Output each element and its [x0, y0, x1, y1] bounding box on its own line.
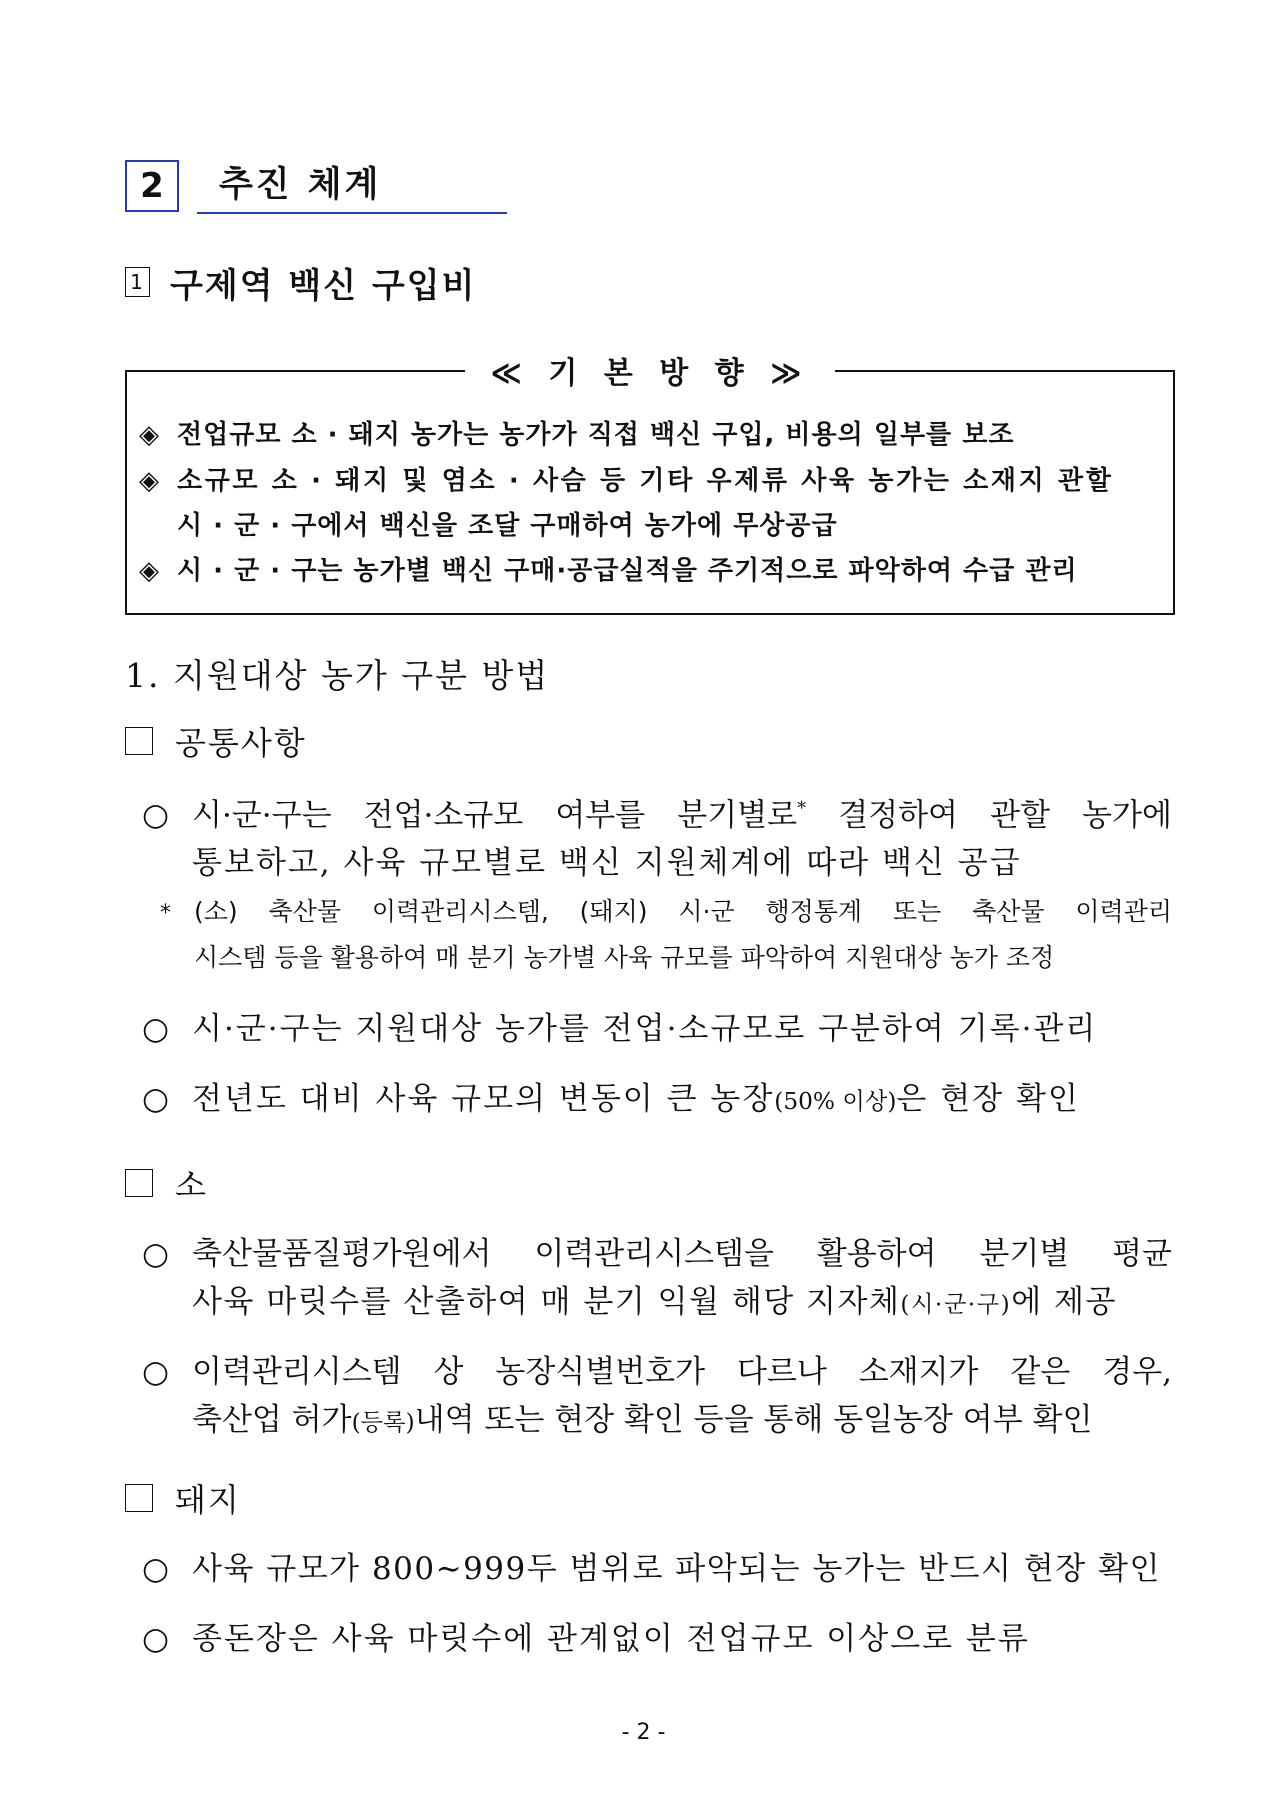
page-number: - 2 - — [621, 1720, 666, 1745]
common-heading — [125, 718, 307, 764]
section-number: 2 — [125, 160, 179, 212]
item-text: 사육 규모가 800∼999두 범위로 파악되는 농가는 반드시 현장 확인 — [192, 1551, 1161, 1587]
direction-item — [139, 550, 1149, 587]
checkbox-square-icon — [125, 1484, 153, 1512]
item-text: 시·군·구는 전업·소규모 여부를 분기별로 — [192, 797, 798, 834]
circle-bullet-icon: ○ — [142, 1354, 170, 1390]
item-text: 시·군·구는 지원대상 농가를 전업·소규모로 구분하여 기록·관리 — [192, 1011, 1098, 1047]
pig-item-2 — [142, 1615, 1172, 1663]
item-text: 결정하여 관할 농가에 — [806, 797, 1172, 834]
common-note — [160, 890, 1172, 980]
item-text: 은 현장 확인 — [896, 1081, 1080, 1117]
subsection-heading — [125, 262, 477, 306]
direction-item-text: 전업규모 소 · 돼지 농가는 농가가 직접 백신 구입, 비용의 일부를 보조 — [177, 420, 1015, 450]
item-text: 축산물품질평가원에서 이력관리시스템을 활용하여 분기별 평균 — [192, 1236, 1172, 1272]
direction-item-text: 소규모 소 · 돼지 및 염소 · 사슴 등 기타 우제류 사육 농가는 소재지 관할 — [177, 466, 1114, 496]
item-text: 이력관리시스템 상 농장식별번호가 다르나 소재지가 같은 경우, — [192, 1354, 1172, 1390]
section-title: 추진 체계 — [197, 160, 507, 214]
direction-item-text: 시 · 군 · 구에서 백신을 조달 구매하여 농가에 무상공급 — [177, 511, 838, 541]
item-text-small: (50% 이상) — [774, 1088, 897, 1115]
note-text: (소) 축산물 이력관리시스템, (돼지) 시·군 행정통계 또는 축산물 이력관리 — [194, 897, 1172, 926]
note-text: 시스템 등을 활용하여 매 분기 농가별 사육 규모를 파악하여 지원대상 농가 조정 — [194, 943, 1055, 972]
cattle-item-1 — [142, 1230, 1172, 1329]
checkbox-square-icon — [125, 1169, 153, 1197]
item-text-small: (등록) — [351, 1409, 415, 1436]
circle-bullet-icon: ○ — [142, 1081, 170, 1117]
diamond-bullet-icon: ◈ — [139, 420, 160, 450]
circle-bullet-icon: ○ — [142, 1621, 170, 1657]
pig-heading — [125, 1475, 241, 1521]
direction-item-text: 시 · 군 · 구는 농가별 백신 구매·공급실적을 주기적으로 파악하여 수급 관리 — [177, 556, 1078, 586]
pig-title: 돼지 — [175, 1481, 241, 1519]
footnote-marker: * — [797, 798, 807, 819]
direction-item — [139, 460, 1154, 497]
item-text: 종돈장은 사육 마릿수에 관계없이 전업규모 이상으로 분류 — [192, 1621, 1030, 1657]
checkbox-square-icon — [125, 727, 153, 755]
asterisk-icon: * — [160, 901, 171, 926]
pig-item-1 — [142, 1545, 1172, 1593]
item-text: 내역 또는 현장 확인 등을 통해 동일농장 여부 확인 — [414, 1402, 1093, 1438]
direction-box — [125, 370, 1175, 615]
item-text: 전년도 대비 사육 규모의 변동이 큰 농장 — [192, 1081, 775, 1117]
direction-item-continued — [177, 505, 1187, 542]
item-text: 사육 마릿수를 산출하여 매 분기 익월 해당 지자체 — [192, 1284, 901, 1320]
item-text: 통보하고, 사육 규모별로 백신 지원체계에 따라 백신 공급 — [192, 845, 1022, 882]
common-item-2 — [142, 1005, 1172, 1053]
item-text: 에 제공 — [1011, 1284, 1117, 1320]
diamond-bullet-icon: ◈ — [139, 556, 160, 586]
item-text: 축산업 허가 — [192, 1402, 352, 1438]
common-title: 공통사항 — [175, 724, 307, 762]
common-item-1 — [142, 785, 1172, 887]
direction-item — [139, 414, 1149, 451]
circle-bullet-icon: ○ — [142, 797, 170, 834]
direction-box-title: ≪ 기 본 방 향 ≫ — [465, 347, 835, 393]
cattle-title: 소 — [175, 1166, 208, 1204]
circle-bullet-icon: ○ — [142, 1011, 170, 1047]
circle-bullet-icon: ○ — [142, 1551, 170, 1587]
subsection-title: 구제역 백신 구입비 — [170, 265, 477, 306]
heading-support-target: 1. 지원대상 농가 구분 방법 — [125, 656, 550, 695]
cattle-heading — [125, 1160, 208, 1206]
subsection-number: 1 — [125, 267, 150, 297]
cattle-item-2 — [142, 1348, 1172, 1447]
diamond-bullet-icon: ◈ — [139, 466, 160, 496]
circle-bullet-icon: ○ — [142, 1236, 170, 1272]
common-item-3 — [142, 1075, 1172, 1126]
item-text-small: (시·군·구) — [900, 1291, 1012, 1318]
